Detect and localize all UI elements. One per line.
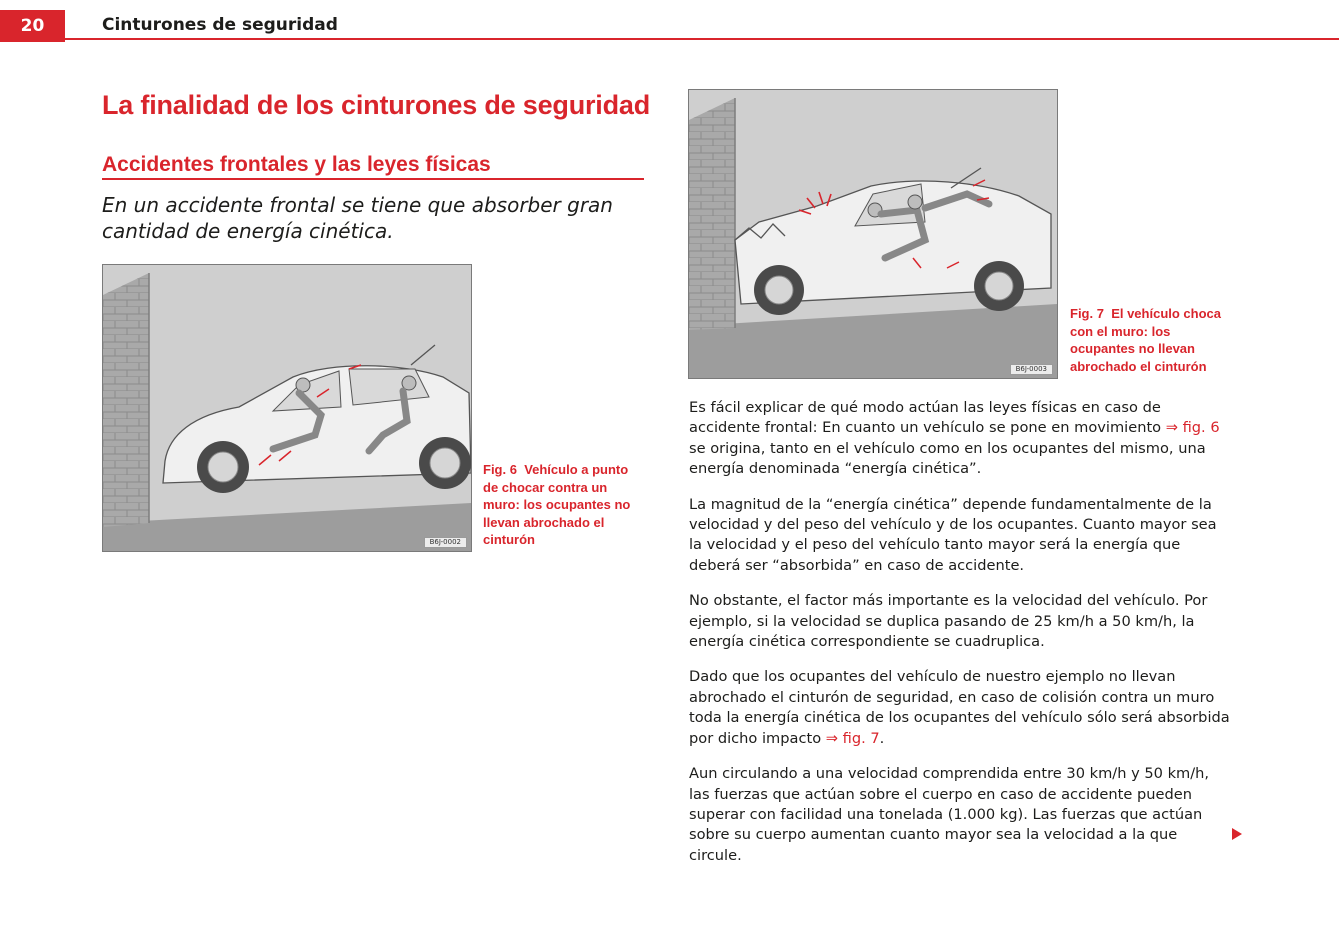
paragraph-text: se origina, tanto en el vehículo como en los ocupantes del mismo, una energía denominada “energía cinética”. (689, 439, 1206, 478)
caption-text: Vehículo a punto de chocar contra un muro: los ocupantes no llevan abrochado el cinturón (483, 462, 631, 547)
subtitle-rule (102, 178, 644, 180)
car-impact-drawing (689, 90, 1057, 378)
figure-6-illustration (102, 264, 472, 552)
caption-text: El vehículo choca con el muro: los ocupantes no llevan abrochado el cinturón (1070, 306, 1222, 374)
section-subtitle: Accidentes frontales y las leyes físicas (102, 153, 491, 176)
running-header-title: Cinturones de seguridad (102, 15, 338, 35)
paragraph-1 (689, 398, 1234, 480)
figure-6-link[interactable]: ⇒ fig. 6 (1165, 419, 1220, 437)
figure-code: B6J-0003 (1010, 364, 1053, 375)
body-text (689, 398, 1234, 881)
figure-code: B6J-0002 (424, 537, 467, 548)
triangle-right-icon (1232, 828, 1242, 840)
paragraph-text: Dado que los ocupantes del vehículo de nuestro ejemplo no llevan abrochado el cinturón de seguridad, en caso de colisión contra un muro toda la energía cinética de los ocupantes del vehículo sólo será absorbida por dicho impacto (689, 668, 1230, 747)
intro-text: En un accidente frontal se tiene que absorber gran cantidad de energía cinética. (102, 193, 613, 243)
paragraph-4 (689, 667, 1234, 749)
paragraph-text: Es fácil explicar de qué modo actúan las leyes físicas en caso de accidente frontal: En cuanto un vehículo se pone en movimiento (689, 399, 1166, 437)
paragraph-3: No obstante, el factor más importante es la velocidad del vehículo. Por ejemplo, si la velocidad se duplica pasando de 25 km/h a 50 km/h, la energía cinética correspondiente se cuadruplica. (689, 592, 1208, 651)
figure-7-link[interactable]: ⇒ fig. 7 (825, 729, 880, 747)
header-rule (65, 38, 1339, 40)
caption-label: Fig. 6 (483, 462, 517, 477)
car-before-impact-drawing (103, 265, 471, 551)
caption-label: Fig. 7 (1070, 306, 1104, 321)
page-title: La finalidad de los cinturones de seguridad (102, 90, 650, 120)
paragraph-2: La magnitud de la “energía cinética” depende fundamentalmente de la velocidad y del peso del vehículo y de los ocupantes. Cuanto mayor sea la velocidad y el peso del vehículo tanto mayor será la energía que deberá ser “absorbida” en caso de accidente. (689, 495, 1217, 574)
paragraph-5: Aun circulando a una velocidad comprendida entre 30 km/h y 50 km/h, las fuerzas que actúan sobre el cuerpo en caso de accidente pueden superar con facilidad una tonelada (1.000 kg). Las fuerzas que actúan sobre su cuerpo aumentan cuanto mayor sea la velocidad a la que circule. (689, 765, 1210, 864)
figure-6-caption (483, 461, 638, 549)
figure-7-caption (1070, 305, 1230, 375)
paragraph-text: . (879, 729, 885, 747)
figure-7-illustration (688, 89, 1058, 379)
page-number: 20 (0, 10, 65, 42)
